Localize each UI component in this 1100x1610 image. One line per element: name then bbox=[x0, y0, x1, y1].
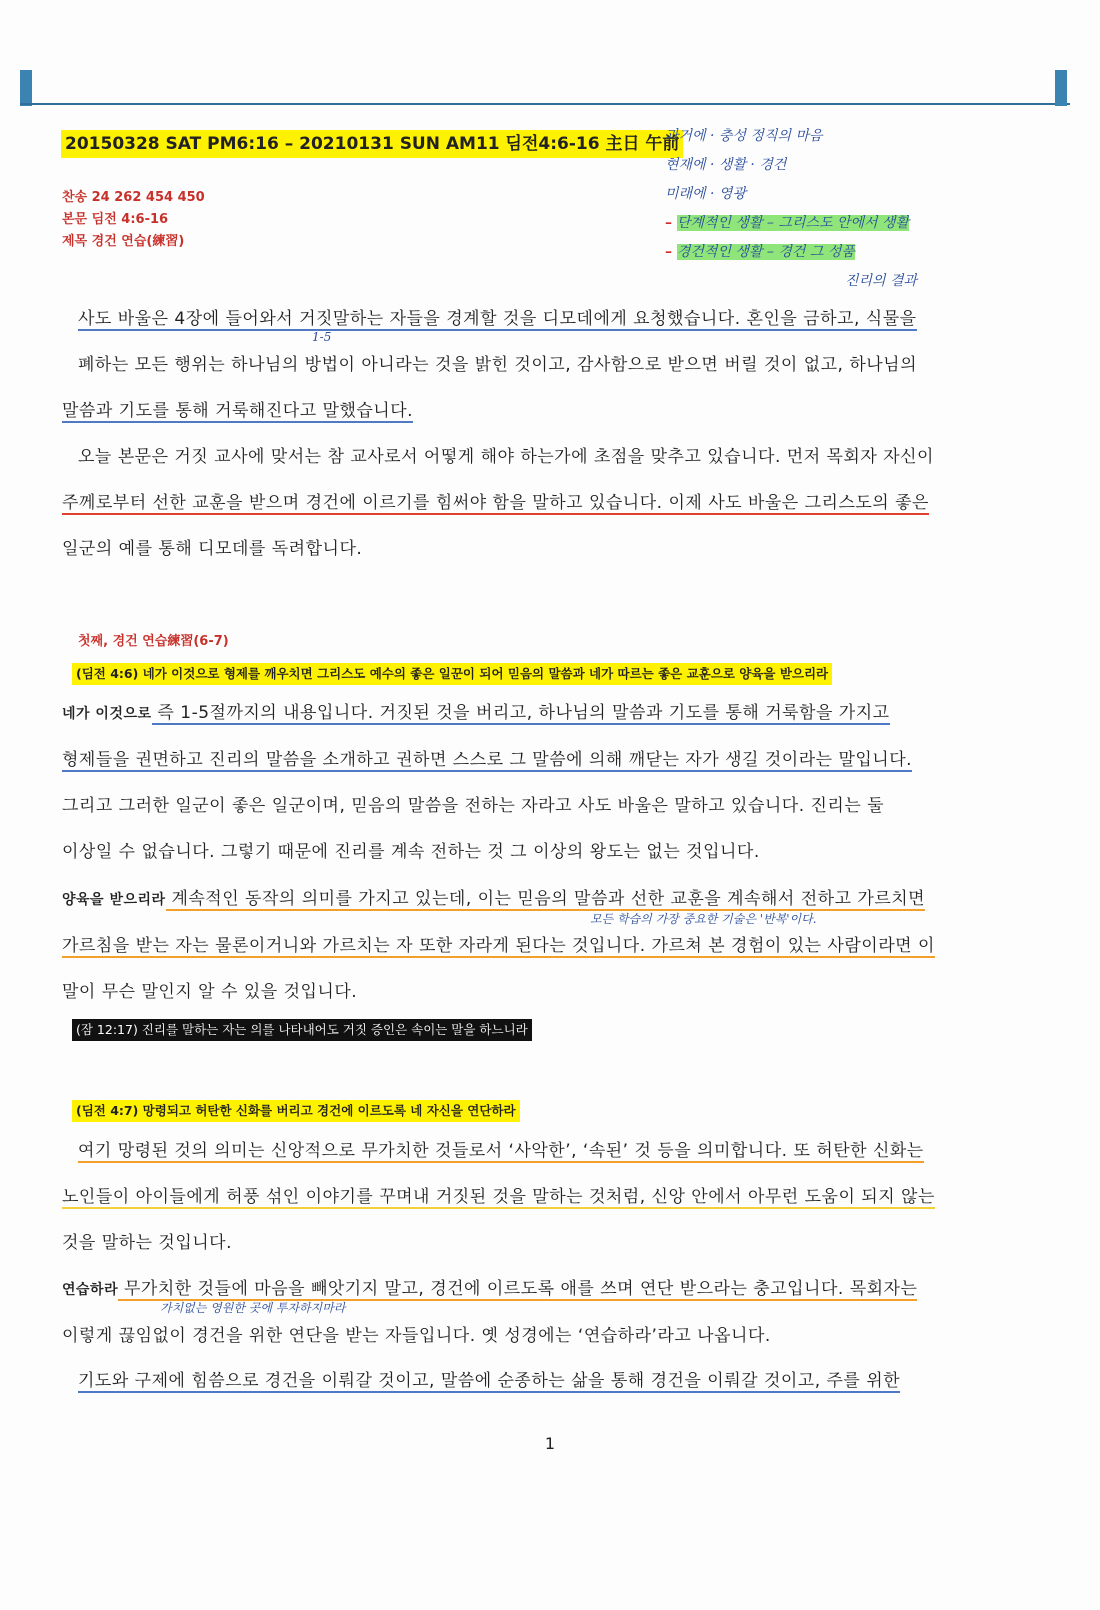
note-focus: 가치없는 영원한 곳에 투자하지마라 bbox=[160, 1301, 346, 1315]
paragraph-4-line-1: 양육을 받으리라 계속적인 동작의 의미를 가지고 있는데, 이는 믿음의 말씀과 선한 교훈을 계속해서 전하고 가르치면 bbox=[62, 889, 926, 909]
text-line: 본문 딤전 4:6-16 bbox=[62, 212, 169, 227]
note-line-4-text: 단계적인 생활 – 그리스도 안에서 생활 bbox=[676, 215, 909, 231]
handwritten-notes bbox=[665, 122, 917, 296]
page-title: 20150328 SAT PM6:16 – 20210131 SUN AM11 딤전4:6-16 主日 午前 bbox=[61, 130, 683, 158]
verse-prov-12-17: (잠 12:17) 진리를 말하는 자는 의를 나타내어도 거짓 증인은 속이는 말을 하느니라 bbox=[72, 1019, 532, 1041]
paragraph-2-line-2: 주께로부터 선한 교훈을 받으며 경건에 이르기를 힘써야 함을 말하고 있습니다. 이제 사도 바울은 그리스도의 좋은 bbox=[62, 493, 929, 513]
sermon-meta bbox=[62, 187, 205, 253]
note-1-5: 1-5 bbox=[312, 330, 332, 344]
paragraph-1 bbox=[62, 296, 1014, 434]
paragraph-5-line-3: 것을 말하는 것입니다. bbox=[62, 1233, 233, 1253]
header-bar-right bbox=[1055, 70, 1067, 106]
paragraph-2 bbox=[62, 434, 1014, 572]
paragraph-2-line-3: 일군의 예를 통해 디모데를 독려합니다. bbox=[62, 539, 363, 559]
paragraph-4-line-3: 말이 무슨 말인지 알 수 있을 것입니다. bbox=[62, 982, 358, 1002]
verse-4-6: (딤전 4:6) 네가 이것으로 형제를 깨우치면 그리스도 예수의 좋은 일꾼이 되어 믿음의 말씀과 네가 따르는 좋은 교훈으로 양육을 받으리라 bbox=[72, 663, 832, 685]
note-line-6: 진리의 결과 bbox=[845, 273, 918, 289]
paragraph-6-line-1: 연습하라 무가치한 것들에 마음을 빼앗기지 말고, 경건에 이르도록 애를 쓰며 연단 받으라는 충고입니다. 목회자는 bbox=[62, 1279, 918, 1299]
paragraph-1-line-2: 폐하는 모든 행위는 하나님의 방법이 아니라는 것을 밝힌 것이고, 감사함으로 받으면 버릴 것이 없고, 하나님의 bbox=[78, 355, 918, 375]
paragraph-7 bbox=[62, 1358, 1014, 1404]
paragraph-5-line-2: 노인들이 아이들에게 허풍 섞인 이야기를 꾸며내 거짓된 것을 말하는 것처럼, 신앙 안에서 아무런 도움이 되지 않는 bbox=[62, 1187, 935, 1207]
paragraph-4 bbox=[62, 876, 1014, 1015]
paragraph-6-line-2: 이렇게 끊임없이 경건을 위한 연단을 받는 자들입니다. 옛 성경에는 ‘연습하라’라고 나옵니다. bbox=[62, 1326, 771, 1346]
page-number: 1 bbox=[544, 1434, 556, 1453]
paragraph-3-line-2: 형제들을 권면하고 진리의 말씀을 소개하고 권하면 스스로 그 말씀에 의해 깨닫는 자가 생길 것이라는 말입니다. bbox=[62, 750, 913, 770]
note-line-5-text: 경건적인 생활 – 경건 그 성품 bbox=[676, 244, 855, 260]
header-rule bbox=[20, 103, 1070, 105]
note-line-3: 미래에 · 영광 bbox=[665, 186, 746, 202]
paragraph-3-line-3: 그리고 그러한 일군이 좋은 일군이며, 믿음의 말씀을 전하는 자라고 사도 바울은 말하고 있습니다. 진리는 둘 bbox=[62, 796, 885, 816]
paragraph-5-line-1: 여기 망령된 것의 의미는 신앙적으로 무가치한 것들로서 ‘사악한’, ‘속된’ 것 등을 의미합니다. 또 허탄한 신화는 bbox=[78, 1141, 924, 1161]
section-1-title: 첫째, 경건 연습練習(6-7) bbox=[78, 634, 229, 649]
hymn-line: 찬송 24 262 454 450 bbox=[62, 190, 205, 205]
paragraph-3 bbox=[62, 690, 1014, 875]
note-line-1: 과거에 · 충성 정직의 마음 bbox=[665, 128, 823, 144]
paragraph-5 bbox=[62, 1128, 1014, 1266]
paragraph-1-line-3: 말씀과 기도를 통해 거룩해진다고 말했습니다. bbox=[62, 401, 414, 421]
note-line-5: – 경건적인 생활 – 경건 그 성품 bbox=[665, 244, 855, 260]
note-repeat: 모든 학습의 가장 중요한 기술은 '반복'이다. bbox=[590, 912, 817, 926]
paragraph-7-line-1: 기도와 구제에 힘씀으로 경건을 이뤄갈 것이고, 말씀에 순종하는 삶을 통해 경건을 이뤄갈 것이고, 주를 위한 bbox=[78, 1371, 901, 1391]
note-line-2: 현재에 · 생활 · 경건 bbox=[665, 157, 787, 173]
paragraph-4-line-2: 가르침을 받는 자는 물론이거니와 가르치는 자 또한 자라게 된다는 것입니다. 가르쳐 본 경험이 있는 사람이라면 이 bbox=[62, 936, 935, 956]
paragraph-1-line-1: 사도 바울은 4장에 들어와서 거짓말하는 자들을 경계할 것을 디모데에게 요청했습니다. 혼인을 금하고, 식물을 bbox=[78, 309, 917, 329]
paragraph-3-line-4: 이상일 수 없습니다. 그렇기 때문에 진리를 계속 전하는 것 그 이상의 왕도는 없는 것입니다. bbox=[62, 842, 760, 862]
paragraph-3-line-1: 네가 이것으로 즉 1-5절까지의 내용입니다. 거짓된 것을 버리고, 하나님의 말씀과 기도를 통해 거룩함을 가지고 bbox=[62, 703, 890, 723]
verse-4-7: (딤전 4:7) 망령되고 허탄한 신화를 버리고 경건에 이르도록 네 자신을 연단하라 bbox=[72, 1100, 520, 1122]
header-bar-left bbox=[20, 70, 32, 106]
note-line-4: – 단계적인 생활 – 그리스도 안에서 생활 bbox=[665, 215, 909, 231]
subject-line: 제목 경건 연습(練習) bbox=[62, 234, 185, 249]
paragraph-2-line-1: 오늘 본문은 거짓 교사에 맞서는 참 교사로서 어떻게 해야 하는가에 초점을 맞추고 있습니다. 먼저 목회자 자신이 bbox=[78, 447, 934, 467]
